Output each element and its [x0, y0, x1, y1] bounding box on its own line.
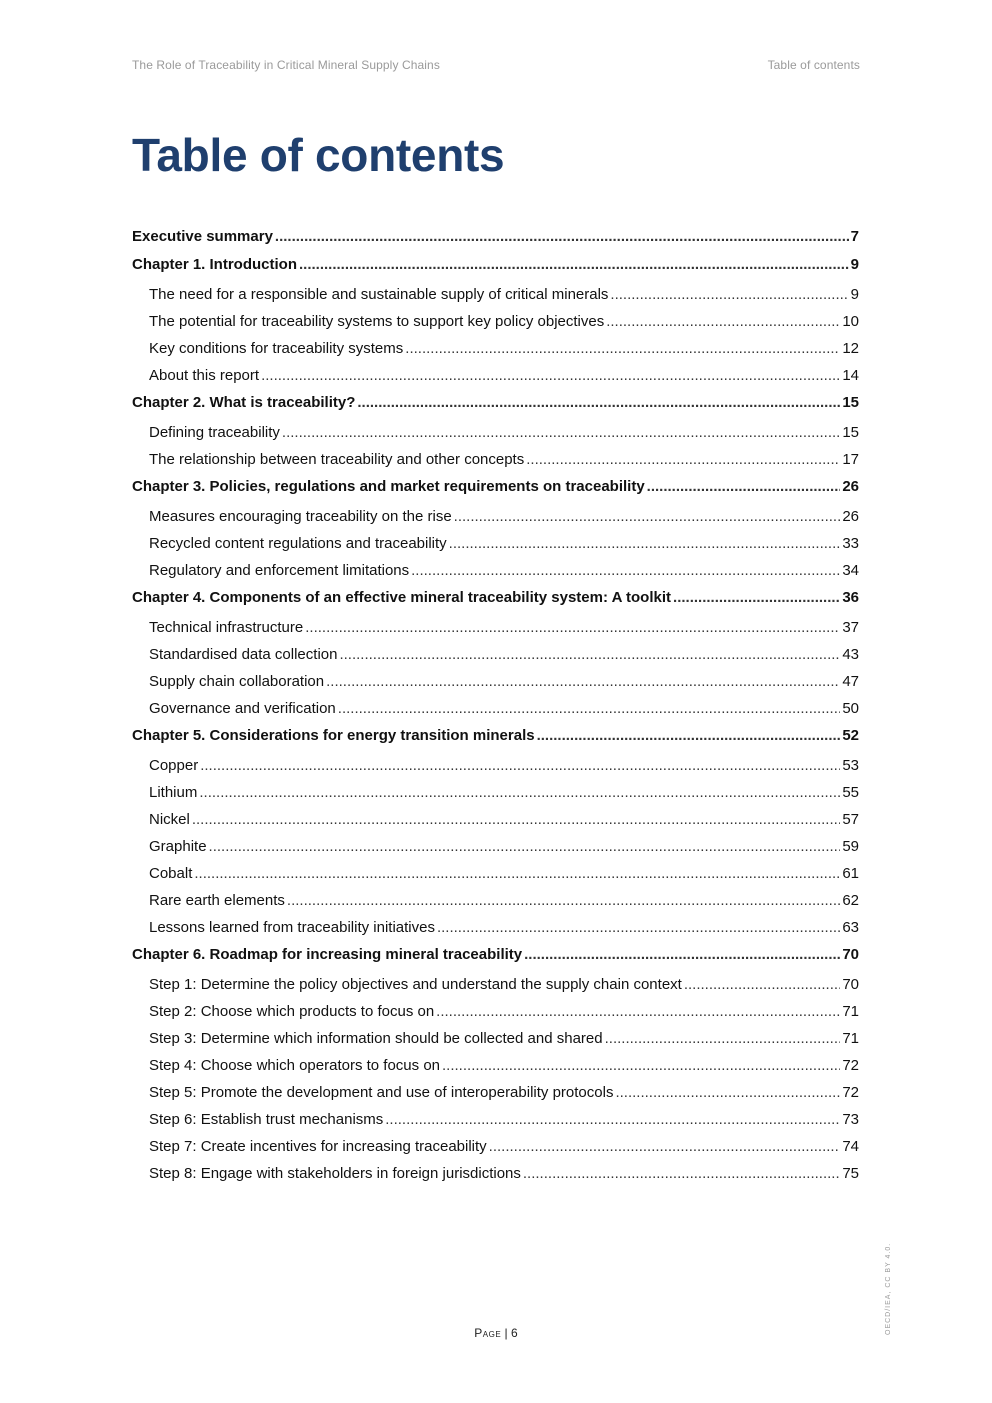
- toc-chapter-entry[interactable]: [132, 223, 859, 251]
- toc-entry-label: Defining traceability: [149, 424, 280, 441]
- toc-entry-label: Chapter 6. Roadmap for increasing mineral traceability: [132, 946, 523, 963]
- toc-page-number: 10: [842, 313, 859, 330]
- toc-entry-label: Step 6: Establish trust mechanisms: [149, 1111, 384, 1128]
- toc-page-number: 36: [842, 589, 859, 606]
- toc-dot-leader: [436, 998, 840, 1025]
- toc-page-number: 70: [842, 976, 859, 993]
- toc-section-entry[interactable]: [132, 503, 859, 530]
- toc-page-number: 74: [842, 1138, 859, 1155]
- toc-chapter-entry[interactable]: [132, 389, 859, 417]
- copyright-credit: OECD/IEA, CC BY 4.0.: [885, 1242, 892, 1335]
- toc-section-entry[interactable]: [132, 998, 859, 1025]
- toc-page-number: 12: [842, 340, 859, 357]
- toc-dot-leader: [684, 971, 840, 998]
- toc-dot-leader: [411, 557, 840, 584]
- toc-page-number: 75: [842, 1165, 859, 1182]
- toc-entry-label: Rare earth elements: [149, 892, 285, 909]
- toc-dot-leader: [209, 833, 841, 860]
- toc-section-entry[interactable]: [132, 614, 859, 641]
- toc-section-entry[interactable]: [132, 530, 859, 557]
- toc-section-entry[interactable]: [132, 971, 859, 998]
- toc-entry-label: Step 1: Determine the policy objectives and understand the supply chain context: [149, 976, 682, 993]
- toc-page-number: 71: [842, 1003, 859, 1020]
- toc-section-entry[interactable]: [132, 752, 859, 779]
- toc-entry-label: Executive summary: [132, 228, 273, 245]
- toc-chapter-entry[interactable]: [132, 941, 859, 969]
- footer-page-number: 6: [511, 1326, 518, 1340]
- toc-dot-leader: [326, 668, 840, 695]
- toc-dot-leader: [385, 1106, 840, 1133]
- toc-dot-leader: [526, 446, 840, 473]
- toc-section-entry[interactable]: [132, 362, 859, 389]
- running-header: [132, 58, 860, 72]
- toc-section-entry[interactable]: [132, 833, 859, 860]
- toc-page-number: 63: [842, 919, 859, 936]
- toc-dot-leader: [610, 281, 848, 308]
- toc-entry-label: Lithium: [149, 784, 198, 801]
- toc-section-entry[interactable]: [132, 308, 859, 335]
- toc-section-entry[interactable]: [132, 887, 859, 914]
- toc-page-number: 33: [842, 535, 859, 552]
- toc-entry-label: About this report: [149, 367, 260, 384]
- toc-page-number: 7: [850, 228, 859, 245]
- toc-section-entry[interactable]: [132, 695, 859, 722]
- toc-entry-label: Step 3: Determine which information should be collected and shared: [149, 1030, 603, 1047]
- toc-entry-label: Step 4: Choose which operators to focus on: [149, 1057, 441, 1074]
- toc-entry-label: Chapter 5. Considerations for energy transition minerals: [132, 727, 535, 744]
- toc-dot-leader: [606, 308, 840, 335]
- toc-page-number: 9: [850, 256, 859, 273]
- toc-entry-label: Regulatory and enforcement limitations: [149, 562, 410, 579]
- toc-dot-leader: [305, 614, 840, 641]
- toc-dot-leader: [282, 419, 840, 446]
- toc-section-entry[interactable]: [132, 641, 859, 668]
- toc-page-number: 73: [842, 1111, 859, 1128]
- toc-dot-leader: [199, 779, 840, 806]
- toc-section-entry[interactable]: [132, 446, 859, 473]
- toc-section-entry[interactable]: [132, 1079, 859, 1106]
- toc-page-number: 9: [850, 286, 859, 303]
- toc-entry-label: Governance and verification: [149, 700, 336, 717]
- toc-page-number: 26: [842, 508, 859, 525]
- toc-entry-label: Standardised data collection: [149, 646, 338, 663]
- toc-dot-leader: [261, 362, 840, 389]
- toc-page-number: 59: [842, 838, 859, 855]
- toc-page-number: 52: [842, 727, 859, 744]
- toc-dot-leader: [194, 860, 840, 887]
- toc-page-number: 72: [842, 1057, 859, 1074]
- toc-page-number: 71: [842, 1030, 859, 1047]
- toc-entry-label: Graphite: [149, 838, 207, 855]
- toc-page-number: 43: [842, 646, 859, 663]
- toc-entry-label: Step 2: Choose which products to focus on: [149, 1003, 435, 1020]
- toc-section-entry[interactable]: [132, 419, 859, 446]
- toc-page-number: 57: [842, 811, 859, 828]
- toc-section-entry[interactable]: [132, 1160, 859, 1187]
- toc-section-entry[interactable]: [132, 860, 859, 887]
- toc-page-number: 55: [842, 784, 859, 801]
- toc-entry-label: Chapter 2. What is traceability?: [132, 394, 356, 411]
- toc-dot-leader: [437, 914, 840, 941]
- toc-page-number: 62: [842, 892, 859, 909]
- toc-entry-label: Lessons learned from traceability initiatives: [149, 919, 435, 936]
- toc-dot-leader: [442, 1052, 840, 1079]
- toc-section-entry[interactable]: [132, 281, 859, 308]
- toc-page-number: 17: [842, 451, 859, 468]
- toc-dot-leader: [200, 752, 840, 779]
- toc-dot-leader: [299, 251, 849, 279]
- toc-entry-label: The potential for traceability systems to support key policy objectives: [149, 313, 605, 330]
- toc-page-number: 61: [842, 865, 859, 882]
- toc-dot-leader: [524, 941, 840, 969]
- toc-entry-label: Step 8: Engage with stakeholders in foreign jurisdictions: [149, 1165, 521, 1182]
- footer-separator: |: [504, 1326, 508, 1340]
- toc-dot-leader: [454, 503, 841, 530]
- toc-entry-label: Chapter 1. Introduction: [132, 256, 297, 273]
- toc-page-number: 34: [842, 562, 859, 579]
- toc-dot-leader: [339, 641, 840, 668]
- toc-dot-leader: [192, 806, 840, 833]
- toc-dot-leader: [523, 1160, 840, 1187]
- toc-page-number: 15: [842, 394, 859, 411]
- page-title: Table of contents: [132, 129, 505, 181]
- toc-section-entry[interactable]: [132, 557, 859, 584]
- toc-dot-leader: [357, 389, 840, 417]
- toc-entry-label: The relationship between traceability and other concepts: [149, 451, 525, 468]
- toc-dot-leader: [647, 473, 841, 501]
- toc-page-number: 37: [842, 619, 859, 636]
- toc-dot-leader: [449, 530, 841, 557]
- header-document-title: The Role of Traceability in Critical Mineral Supply Chains: [132, 58, 440, 72]
- toc-page-number: 47: [842, 673, 859, 690]
- toc-entry-label: Cobalt: [149, 865, 193, 882]
- toc-section-entry[interactable]: [132, 1052, 859, 1079]
- toc-chapter-entry[interactable]: [132, 722, 859, 750]
- toc-dot-leader: [673, 584, 840, 612]
- toc-entry-label: Recycled content regulations and traceability: [149, 535, 447, 552]
- footer-page-label: Page: [474, 1326, 502, 1340]
- toc-section-entry[interactable]: [132, 806, 859, 833]
- toc-section-entry[interactable]: [132, 335, 859, 362]
- toc-dot-leader: [405, 335, 840, 362]
- toc-dot-leader: [489, 1133, 841, 1160]
- toc-dot-leader: [338, 695, 841, 722]
- toc-chapter-entry[interactable]: [132, 473, 859, 501]
- toc-section-entry[interactable]: [132, 1106, 859, 1133]
- toc-dot-leader: [275, 223, 849, 251]
- toc-page-number: 26: [842, 478, 859, 495]
- toc-dot-leader: [615, 1079, 840, 1106]
- toc-entry-label: Step 7: Create incentives for increasing traceability: [149, 1138, 487, 1155]
- toc-section-entry[interactable]: [132, 779, 859, 806]
- toc-entry-label: Step 5: Promote the development and use of interoperability protocols: [149, 1084, 614, 1101]
- toc-entry-label: Key conditions for traceability systems: [149, 340, 404, 357]
- toc-section-entry[interactable]: [132, 1133, 859, 1160]
- table-of-contents: [132, 223, 859, 1187]
- toc-section-entry[interactable]: [132, 668, 859, 695]
- toc-entry-label: Chapter 3. Policies, regulations and market requirements on traceability: [132, 478, 645, 495]
- toc-dot-leader: [537, 722, 841, 750]
- toc-section-entry[interactable]: [132, 1025, 859, 1052]
- toc-entry-label: Chapter 4. Components of an effective mineral traceability system: A toolkit: [132, 589, 672, 606]
- toc-entry-label: Supply chain collaboration: [149, 673, 325, 690]
- toc-page-number: 72: [842, 1084, 859, 1101]
- toc-dot-leader: [605, 1025, 841, 1052]
- toc-chapter-entry[interactable]: [132, 584, 859, 612]
- toc-page-number: 70: [842, 946, 859, 963]
- toc-entry-label: Copper: [149, 757, 199, 774]
- page-footer: [0, 1326, 992, 1340]
- toc-page-number: 50: [842, 700, 859, 717]
- header-section-name: Table of contents: [767, 58, 860, 72]
- toc-entry-label: Technical infrastructure: [149, 619, 304, 636]
- toc-dot-leader: [287, 887, 840, 914]
- toc-section-entry[interactable]: [132, 914, 859, 941]
- toc-chapter-entry[interactable]: [132, 251, 859, 279]
- toc-page-number: 53: [842, 757, 859, 774]
- toc-page-number: 14: [842, 367, 859, 384]
- toc-entry-label: Measures encouraging traceability on the rise: [149, 508, 452, 525]
- toc-page-number: 15: [842, 424, 859, 441]
- toc-entry-label: The need for a responsible and sustainable supply of critical minerals: [149, 286, 609, 303]
- toc-entry-label: Nickel: [149, 811, 190, 828]
